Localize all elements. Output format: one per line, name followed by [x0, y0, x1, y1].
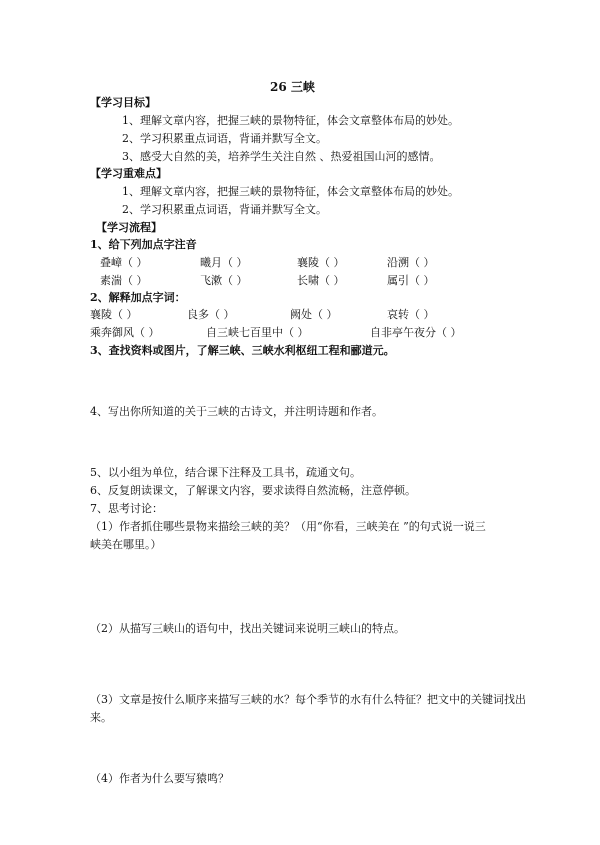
discussion-4: （4）作者为什么要写猿鸣？: [90, 772, 229, 785]
objectives-heading: 【学习目标】: [90, 96, 156, 109]
vocab-item: 自三峡七百里中（ ）: [206, 326, 309, 339]
key-point-item: 2、学习积累重点词语，背诵并默写全文。: [122, 203, 327, 216]
pinyin-item: 叠嶂（ ）: [100, 256, 148, 269]
key-points-heading: 【学习重难点】: [90, 167, 167, 180]
vocab-item: 自非亭午夜分（ ）: [370, 326, 462, 339]
objective-item: 2、学习积累重点词语，背诵并默写全文。: [122, 132, 327, 145]
pinyin-item: 素湍（ ）: [100, 274, 148, 287]
objective-item: 3、感受大自然的美，培养学生关注自然 、热爱祖国山河的感情。: [122, 150, 441, 163]
pinyin-item: 飞漱（ ）: [200, 274, 248, 287]
pinyin-item: 属引（ ）: [387, 274, 435, 287]
pinyin-item: 襄陵（ ）: [297, 256, 345, 269]
objective-item: 1、理解文章内容，把握三峡的景物特征，体会文章整体布局的妙处。: [122, 114, 459, 127]
key-point-item: 1、理解文章内容，把握三峡的景物特征，体会文章整体布局的妙处。: [122, 185, 459, 198]
q7-label: 7、思考讨论：: [90, 502, 163, 515]
q2-label: 2、解释加点字词：: [90, 291, 186, 304]
pinyin-item: 长啸（ ）: [297, 274, 345, 287]
q1-label: 1、给下列加点字注音: [90, 238, 197, 251]
vocab-item: 阙处（ ）: [290, 308, 338, 321]
q4-text: 4、写出你所知道的关于三峡的古诗文，并注明诗题和作者。: [90, 405, 383, 418]
vocab-item: 襄陵（ ）: [90, 308, 138, 321]
discussion-3-line2: 来。: [90, 711, 112, 724]
discussion-3-line1: （3）文章是按什么顺序来描写三峡的水？每个季节的水有什么特征？把文中的关键词找出: [90, 693, 526, 706]
q3-text: 3、查找资料或图片，了解三峡、三峡水利枢纽工程和郦道元。: [90, 344, 395, 357]
vocab-item: 乘奔御风（ ）: [90, 326, 160, 339]
discussion-2: （2）从描写三峡山的语句中，找出关键词来说明三峡山的特点。: [90, 622, 405, 635]
vocab-item: 良多（ ）: [187, 308, 235, 321]
pinyin-item: 沿溯（ ）: [387, 256, 435, 269]
q6-text: 6、反复朗读课文，了解课文内容，要求读得自然流畅，注意停顿。: [90, 484, 416, 497]
q5-text: 5、以小组为单位，结合课下注释及工具书，疏通文句。: [90, 466, 361, 479]
discussion-1-line1: （1）作者抓住哪些景物来描绘三峡的美？（用“你看，三峡美在 ”的句式说一说三: [90, 520, 486, 533]
vocab-item: 哀转（ ）: [387, 308, 435, 321]
discussion-1-line2: 峡美在哪里。）: [90, 538, 162, 551]
process-heading: 【学习流程】: [96, 221, 162, 234]
pinyin-item: 曦月（ ）: [200, 256, 248, 269]
page-title: 26 三峡: [270, 80, 315, 94]
